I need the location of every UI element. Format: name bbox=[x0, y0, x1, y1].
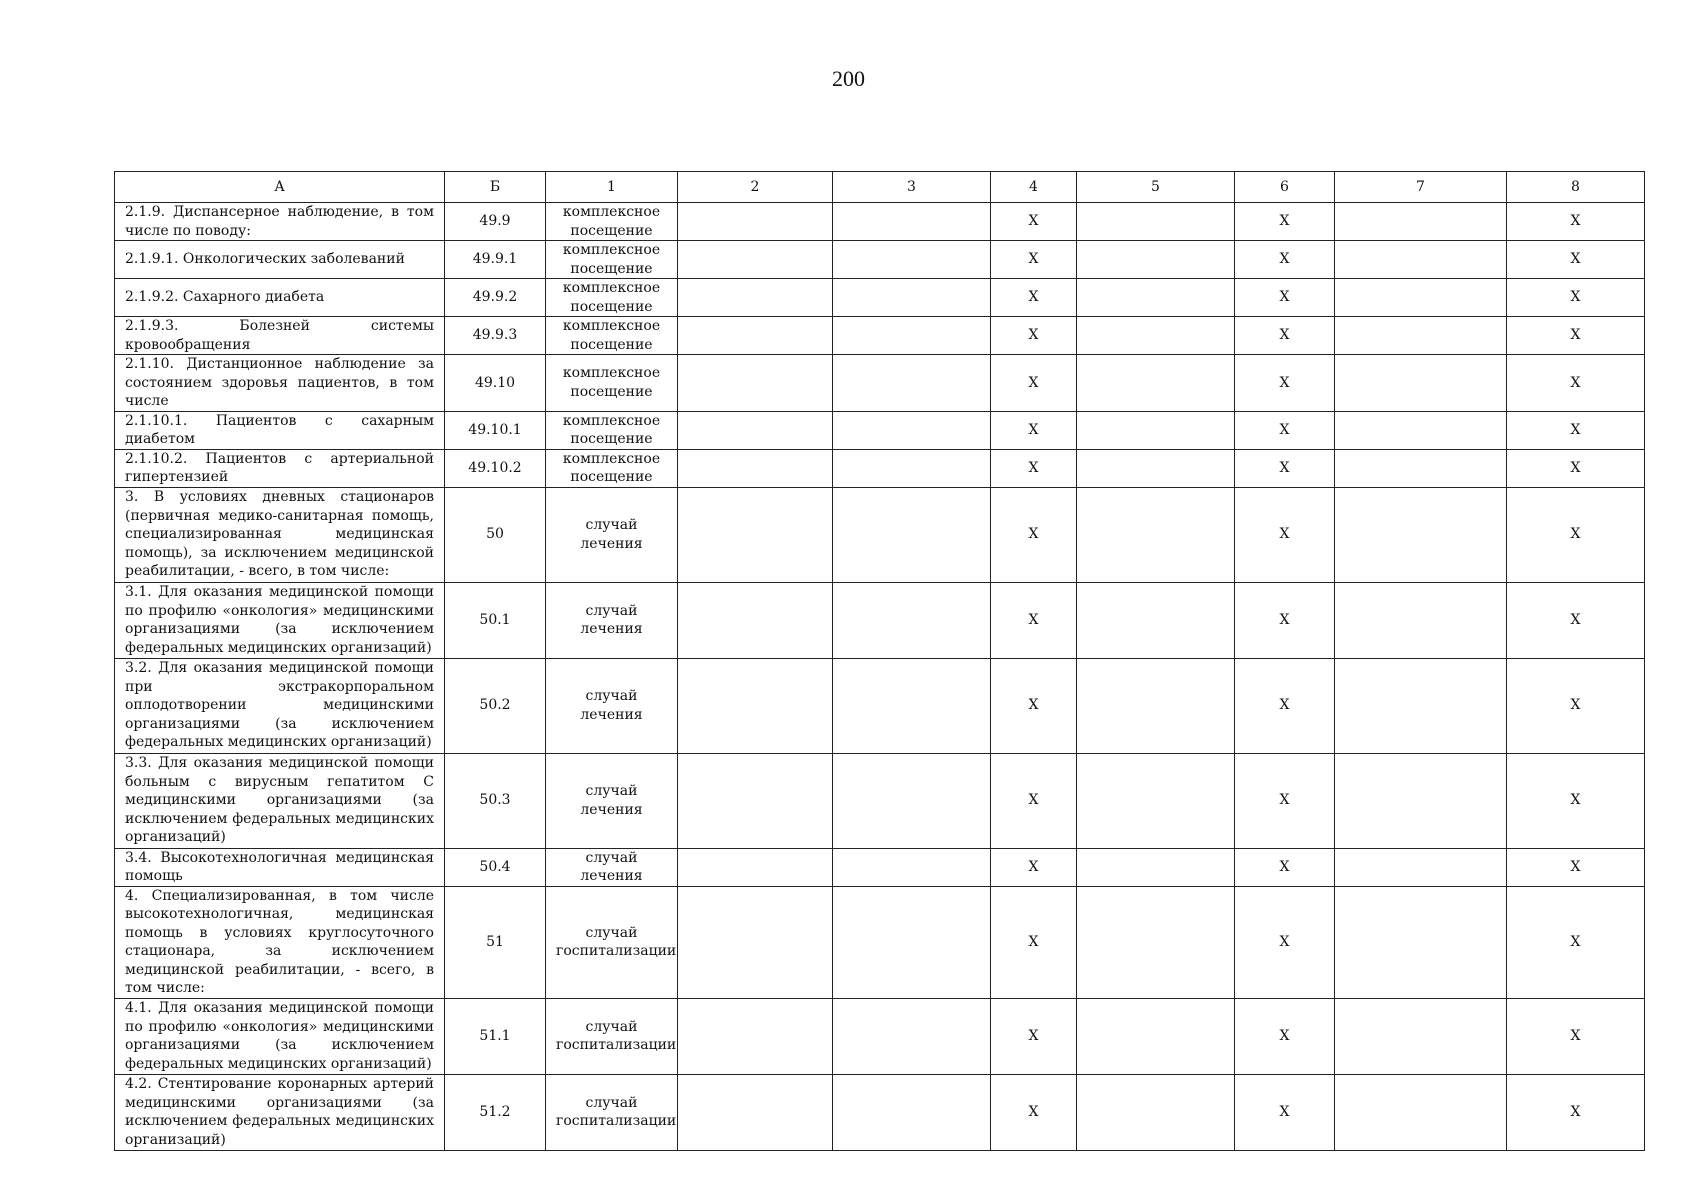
row-code-cell: 50.3 bbox=[445, 753, 546, 848]
row-unit-cell: случай лечения bbox=[546, 582, 678, 658]
value-cell-7 bbox=[1335, 1074, 1507, 1150]
value-cell-2 bbox=[678, 886, 833, 998]
table-row bbox=[115, 279, 1645, 317]
value-cell-8: X bbox=[1507, 355, 1645, 412]
value-cell-7 bbox=[1335, 753, 1507, 848]
value-cell-5 bbox=[1077, 355, 1235, 412]
value-cell-6: X bbox=[1235, 355, 1335, 412]
value-cell-8: X bbox=[1507, 886, 1645, 998]
row-unit-cell: случай лечения bbox=[546, 848, 678, 886]
row-unit-cell: комплексное посещение bbox=[546, 411, 678, 449]
row-name-cell: 4.2. Стентирование коронарных артерий медицинскими организациями (за исключением федеральных медицинских организаций) bbox=[115, 1074, 445, 1150]
value-cell-7 bbox=[1335, 582, 1507, 658]
value-cell-4: X bbox=[991, 886, 1077, 998]
value-cell-7 bbox=[1335, 886, 1507, 998]
value-cell-2 bbox=[678, 279, 833, 317]
table-row bbox=[115, 753, 1645, 848]
row-name-cell: 4. Специализированная, в том числе высокотехнологичная, медицинская помощь в условиях круглосуточного стационара, за исключением медицинской реабилитации, - всего, в том числе: bbox=[115, 886, 445, 998]
row-code-cell: 50 bbox=[445, 487, 546, 582]
value-cell-7 bbox=[1335, 449, 1507, 487]
value-cell-8: X bbox=[1507, 487, 1645, 582]
value-cell-3 bbox=[833, 848, 991, 886]
row-code-cell: 50.1 bbox=[445, 582, 546, 658]
value-cell-5 bbox=[1077, 279, 1235, 317]
value-cell-3 bbox=[833, 279, 991, 317]
value-cell-7 bbox=[1335, 355, 1507, 412]
row-code-cell: 49.9 bbox=[445, 203, 546, 241]
table-row bbox=[115, 998, 1645, 1074]
value-cell-7 bbox=[1335, 848, 1507, 886]
value-cell-7 bbox=[1335, 658, 1507, 753]
column-header: 2 bbox=[678, 172, 833, 203]
value-cell-4: X bbox=[991, 998, 1077, 1074]
value-cell-7 bbox=[1335, 487, 1507, 582]
value-cell-5 bbox=[1077, 317, 1235, 355]
value-cell-7 bbox=[1335, 998, 1507, 1074]
row-code-cell: 49.10.1 bbox=[445, 411, 546, 449]
value-cell-4: X bbox=[991, 658, 1077, 753]
value-cell-8: X bbox=[1507, 848, 1645, 886]
value-cell-8: X bbox=[1507, 411, 1645, 449]
value-cell-3 bbox=[833, 998, 991, 1074]
value-cell-6: X bbox=[1235, 203, 1335, 241]
value-cell-8: X bbox=[1507, 203, 1645, 241]
table-row bbox=[115, 317, 1645, 355]
table-row bbox=[115, 487, 1645, 582]
column-header: Б bbox=[445, 172, 546, 203]
row-name-cell: 2.1.10.1. Пациентов с сахарным диабетом bbox=[115, 411, 445, 449]
value-cell-3 bbox=[833, 449, 991, 487]
row-code-cell: 49.10.2 bbox=[445, 449, 546, 487]
value-cell-6: X bbox=[1235, 449, 1335, 487]
row-name-cell: 2.1.9. Диспансерное наблюдение, в том числе по поводу: bbox=[115, 203, 445, 241]
column-header: 6 bbox=[1235, 172, 1335, 203]
value-cell-5 bbox=[1077, 241, 1235, 279]
value-cell-7 bbox=[1335, 411, 1507, 449]
value-cell-4: X bbox=[991, 487, 1077, 582]
value-cell-4: X bbox=[991, 582, 1077, 658]
value-cell-6: X bbox=[1235, 848, 1335, 886]
value-cell-4: X bbox=[991, 241, 1077, 279]
value-cell-2 bbox=[678, 487, 833, 582]
row-unit-cell: комплексное посещение bbox=[546, 317, 678, 355]
value-cell-8: X bbox=[1507, 317, 1645, 355]
row-unit-cell: комплексное посещение bbox=[546, 203, 678, 241]
value-cell-2 bbox=[678, 411, 833, 449]
row-unit-cell: случай лечения bbox=[546, 658, 678, 753]
row-code-cell: 49.10 bbox=[445, 355, 546, 412]
row-code-cell: 51 bbox=[445, 886, 546, 998]
row-code-cell: 50.4 bbox=[445, 848, 546, 886]
page-number: 200 bbox=[832, 66, 865, 91]
value-cell-5 bbox=[1077, 203, 1235, 241]
value-cell-5 bbox=[1077, 487, 1235, 582]
table-row bbox=[115, 449, 1645, 487]
value-cell-5 bbox=[1077, 449, 1235, 487]
report-table bbox=[114, 171, 1645, 1151]
value-cell-2 bbox=[678, 998, 833, 1074]
value-cell-6: X bbox=[1235, 1074, 1335, 1150]
value-cell-8: X bbox=[1507, 582, 1645, 658]
value-cell-8: X bbox=[1507, 449, 1645, 487]
value-cell-8: X bbox=[1507, 998, 1645, 1074]
value-cell-6: X bbox=[1235, 658, 1335, 753]
value-cell-5 bbox=[1077, 848, 1235, 886]
value-cell-4: X bbox=[991, 848, 1077, 886]
value-cell-6: X bbox=[1235, 241, 1335, 279]
column-header: 5 bbox=[1077, 172, 1235, 203]
value-cell-3 bbox=[833, 487, 991, 582]
value-cell-5 bbox=[1077, 658, 1235, 753]
table-row bbox=[115, 886, 1645, 998]
row-name-cell: 2.1.9.2. Сахарного диабета bbox=[115, 279, 445, 317]
value-cell-7 bbox=[1335, 317, 1507, 355]
row-name-cell: 3.4. Высокотехнологичная медицинская помощь bbox=[115, 848, 445, 886]
table-row bbox=[115, 355, 1645, 412]
value-cell-6: X bbox=[1235, 886, 1335, 998]
value-cell-4: X bbox=[991, 411, 1077, 449]
row-name-cell: 2.1.10.2. Пациентов с артериальной гипертензией bbox=[115, 449, 445, 487]
value-cell-6: X bbox=[1235, 411, 1335, 449]
value-cell-4: X bbox=[991, 355, 1077, 412]
row-unit-cell: комплексное посещение bbox=[546, 279, 678, 317]
value-cell-5 bbox=[1077, 886, 1235, 998]
value-cell-5 bbox=[1077, 411, 1235, 449]
row-name-cell: 2.1.10. Дистанционное наблюдение за состоянием здоровья пациентов, в том числе bbox=[115, 355, 445, 412]
value-cell-3 bbox=[833, 886, 991, 998]
column-header: 4 bbox=[991, 172, 1077, 203]
table-row bbox=[115, 203, 1645, 241]
value-cell-2 bbox=[678, 317, 833, 355]
row-unit-cell: случай лечения bbox=[546, 487, 678, 582]
value-cell-3 bbox=[833, 1074, 991, 1150]
value-cell-2 bbox=[678, 658, 833, 753]
header-row bbox=[115, 172, 1645, 203]
column-header: 7 bbox=[1335, 172, 1507, 203]
value-cell-2 bbox=[678, 355, 833, 412]
table-row bbox=[115, 582, 1645, 658]
row-name-cell: 2.1.9.3. Болезней системы кровообращения bbox=[115, 317, 445, 355]
value-cell-4: X bbox=[991, 203, 1077, 241]
row-unit-cell: случай госпитализации bbox=[546, 1074, 678, 1150]
value-cell-8: X bbox=[1507, 1074, 1645, 1150]
row-code-cell: 49.9.3 bbox=[445, 317, 546, 355]
row-name-cell: 4.1. Для оказания медицинской помощи по профилю «онкология» медицинскими организациями (за исключением федеральных медицинских организаций) bbox=[115, 998, 445, 1074]
value-cell-2 bbox=[678, 449, 833, 487]
table-row bbox=[115, 1074, 1645, 1150]
value-cell-3 bbox=[833, 241, 991, 279]
row-unit-cell: случай лечения bbox=[546, 753, 678, 848]
value-cell-8: X bbox=[1507, 279, 1645, 317]
column-header: 3 bbox=[833, 172, 991, 203]
value-cell-5 bbox=[1077, 753, 1235, 848]
value-cell-3 bbox=[833, 317, 991, 355]
table-row bbox=[115, 658, 1645, 753]
value-cell-2 bbox=[678, 241, 833, 279]
value-cell-3 bbox=[833, 582, 991, 658]
value-cell-7 bbox=[1335, 241, 1507, 279]
value-cell-2 bbox=[678, 1074, 833, 1150]
row-name-cell: 2.1.9.1. Онкологических заболеваний bbox=[115, 241, 445, 279]
value-cell-6: X bbox=[1235, 998, 1335, 1074]
row-code-cell: 51.1 bbox=[445, 998, 546, 1074]
value-cell-4: X bbox=[991, 1074, 1077, 1150]
value-cell-7 bbox=[1335, 279, 1507, 317]
value-cell-3 bbox=[833, 355, 991, 412]
row-code-cell: 50.2 bbox=[445, 658, 546, 753]
column-header: 1 bbox=[546, 172, 678, 203]
row-unit-cell: комплексное посещение bbox=[546, 241, 678, 279]
value-cell-8: X bbox=[1507, 658, 1645, 753]
value-cell-5 bbox=[1077, 582, 1235, 658]
value-cell-6: X bbox=[1235, 582, 1335, 658]
value-cell-2 bbox=[678, 848, 833, 886]
column-header: А bbox=[115, 172, 445, 203]
value-cell-4: X bbox=[991, 317, 1077, 355]
table-row bbox=[115, 241, 1645, 279]
value-cell-2 bbox=[678, 753, 833, 848]
value-cell-8: X bbox=[1507, 241, 1645, 279]
row-code-cell: 49.9.2 bbox=[445, 279, 546, 317]
value-cell-2 bbox=[678, 582, 833, 658]
row-name-cell: 3.1. Для оказания медицинской помощи по профилю «онкология» медицинскими организациями (за исключением федеральных медицинских организаций) bbox=[115, 582, 445, 658]
value-cell-4: X bbox=[991, 279, 1077, 317]
value-cell-5 bbox=[1077, 998, 1235, 1074]
table-row bbox=[115, 411, 1645, 449]
row-name-cell: 3.2. Для оказания медицинской помощи при экстракорпоральном оплодотворении медицинскими организациями (за исключением федеральных медицинских организаций) bbox=[115, 658, 445, 753]
value-cell-3 bbox=[833, 411, 991, 449]
value-cell-7 bbox=[1335, 203, 1507, 241]
row-unit-cell: комплексное посещение bbox=[546, 355, 678, 412]
value-cell-6: X bbox=[1235, 317, 1335, 355]
value-cell-3 bbox=[833, 753, 991, 848]
value-cell-6: X bbox=[1235, 487, 1335, 582]
row-unit-cell: случай госпитализации bbox=[546, 886, 678, 998]
row-name-cell: 3. В условиях дневных стационаров (первичная медико-санитарная помощь, специализированная медицинская помощь), за исключением медицинской реабилитации, - всего, в том числе: bbox=[115, 487, 445, 582]
value-cell-3 bbox=[833, 658, 991, 753]
value-cell-3 bbox=[833, 203, 991, 241]
row-unit-cell: случай госпитализации bbox=[546, 998, 678, 1074]
value-cell-4: X bbox=[991, 753, 1077, 848]
row-name-cell: 3.3. Для оказания медицинской помощи больным с вирусным гепатитом С медицинскими организациями (за исключением федеральных медицинских организаций) bbox=[115, 753, 445, 848]
value-cell-5 bbox=[1077, 1074, 1235, 1150]
table-row bbox=[115, 848, 1645, 886]
row-code-cell: 51.2 bbox=[445, 1074, 546, 1150]
value-cell-8: X bbox=[1507, 753, 1645, 848]
row-unit-cell: комплексное посещение bbox=[546, 449, 678, 487]
value-cell-4: X bbox=[991, 449, 1077, 487]
row-code-cell: 49.9.1 bbox=[445, 241, 546, 279]
value-cell-6: X bbox=[1235, 753, 1335, 848]
column-header: 8 bbox=[1507, 172, 1645, 203]
value-cell-2 bbox=[678, 203, 833, 241]
value-cell-6: X bbox=[1235, 279, 1335, 317]
